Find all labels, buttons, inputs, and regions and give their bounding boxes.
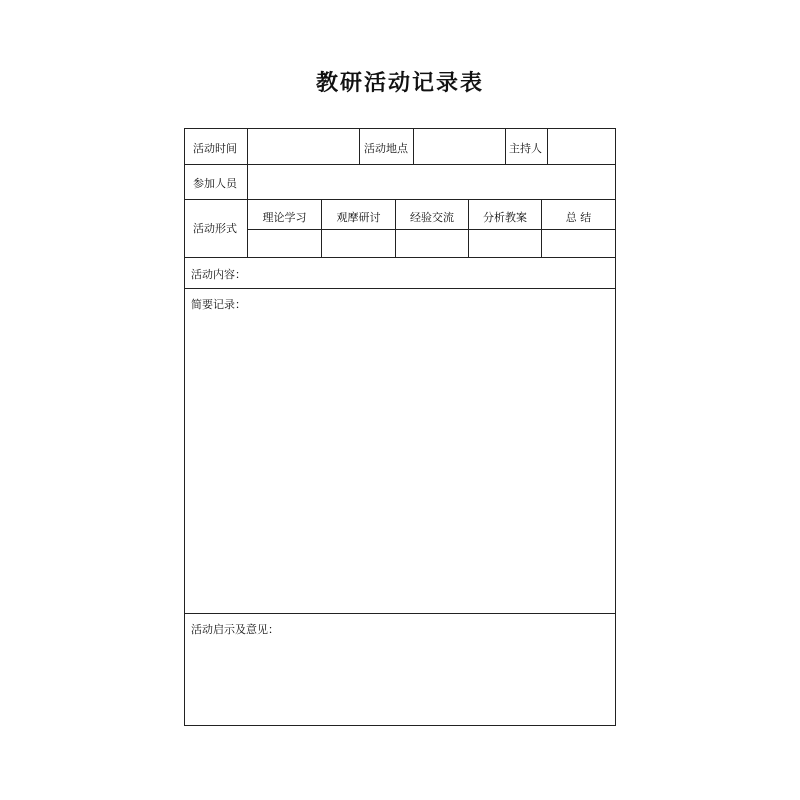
activity-location-field[interactable] — [414, 130, 504, 163]
form-option-lesson-analysis: 分析教案 — [483, 211, 527, 224]
activity-time-label: 活动时间 — [193, 142, 237, 155]
form-option-summary-field[interactable] — [542, 230, 614, 256]
form-option-experience-exchange-field[interactable] — [396, 230, 467, 256]
row-divider — [185, 288, 615, 289]
insights-field[interactable] — [186, 639, 614, 723]
activity-content-label: 活动内容： — [191, 268, 246, 281]
form-option-lesson-analysis-field[interactable] — [469, 230, 540, 256]
col-divider — [505, 129, 506, 164]
form-option-summary: 总 结 — [565, 211, 592, 224]
participants-field[interactable] — [248, 165, 614, 198]
form-option-theory-study: 理论学习 — [262, 211, 307, 224]
form-option-observation: 观摩研讨 — [336, 211, 381, 224]
row-divider — [185, 613, 615, 614]
form-option-experience-exchange: 经验交流 — [410, 211, 454, 224]
form-option-observation-field[interactable] — [322, 230, 394, 256]
brief-record-field[interactable] — [186, 314, 614, 612]
insights-label: 活动启示及意见： — [191, 623, 279, 636]
host-label: 主持人 — [509, 142, 542, 155]
activity-location-label: 活动地点 — [364, 142, 408, 155]
row-divider — [185, 199, 615, 200]
record-form — [184, 128, 616, 726]
form-title: 教研活动记录表 — [315, 71, 484, 96]
activity-form-label: 活动形式 — [193, 222, 237, 235]
form-option-theory-study-field[interactable] — [248, 230, 320, 256]
brief-record-label: 简要记录： — [191, 298, 246, 311]
activity-time-field[interactable] — [248, 130, 358, 163]
host-field[interactable] — [548, 130, 614, 163]
col-divider — [359, 129, 360, 164]
activity-content-field[interactable] — [255, 258, 614, 287]
participants-label: 参加人员 — [193, 177, 237, 190]
